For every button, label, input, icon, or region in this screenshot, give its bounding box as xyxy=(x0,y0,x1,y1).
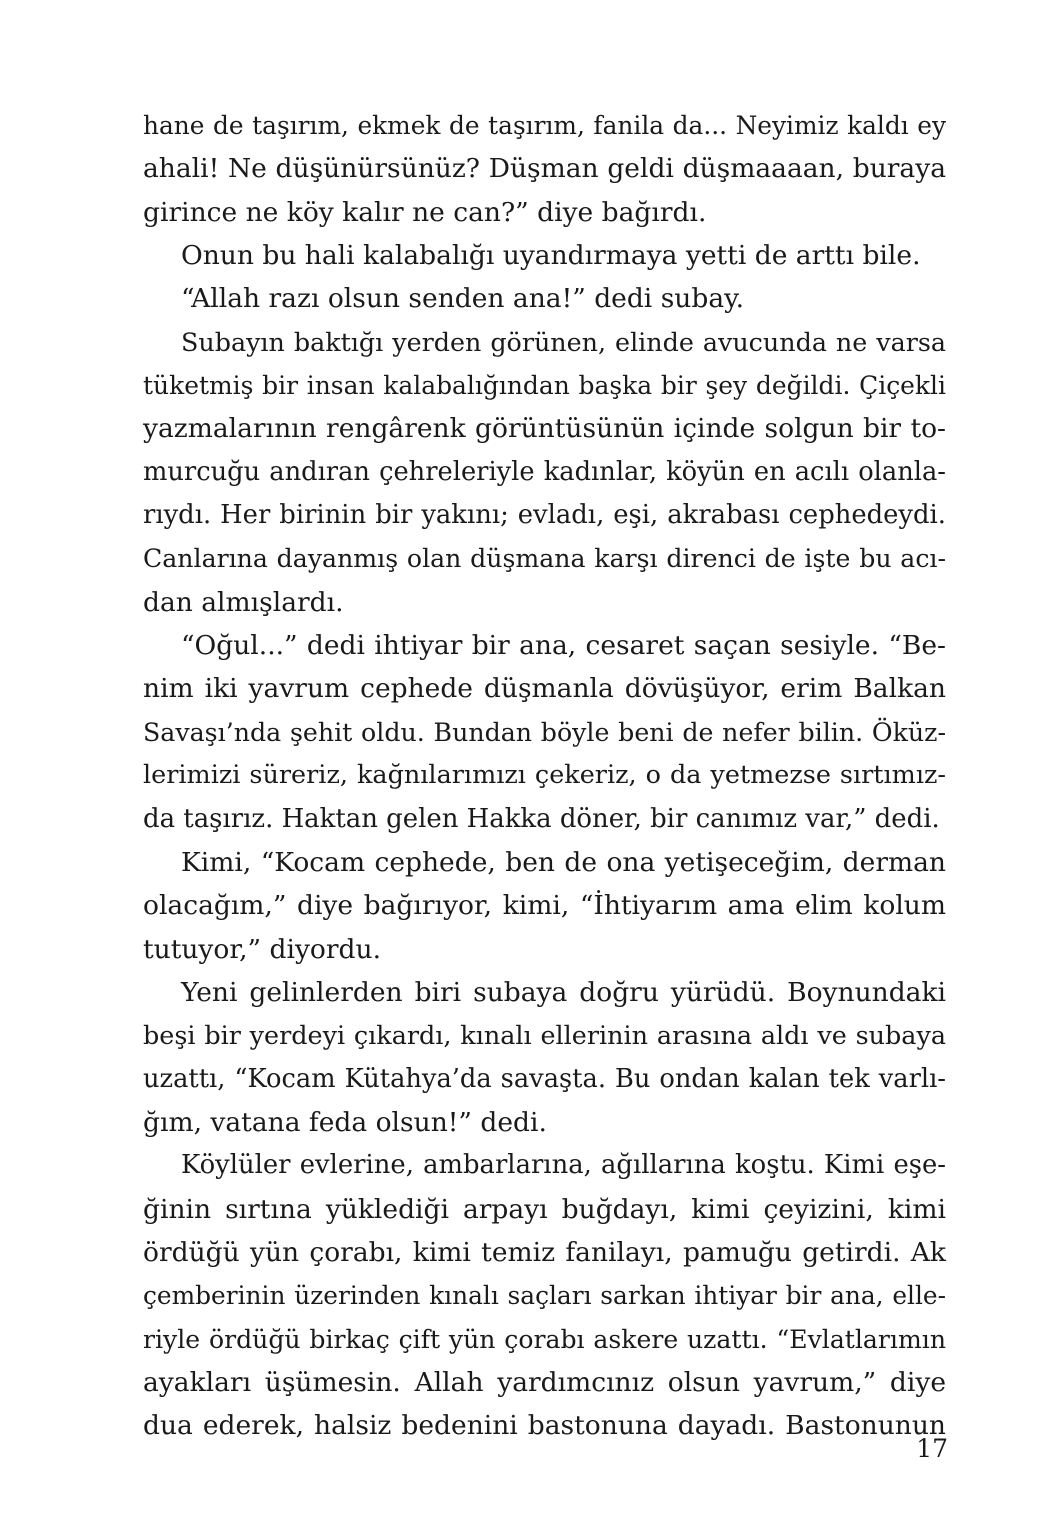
text-line: olacağım,” diye bağırıyor, kimi, “İhtiyarım ama elim kolum xyxy=(143,890,946,922)
text-line: ayakları üşümesin. Allah yardımcınız olsun yavrum,” diye xyxy=(143,1366,946,1398)
text-line: Kimi, “Kocam cephede, ben de ona yetişeceğim, derman xyxy=(181,846,946,878)
text-line: da taşırız. Haktan gelen Hakka döner, bir canımız var,” dedi. xyxy=(143,803,940,834)
text-line: hane de taşırım, ekmek de taşırım, fanila da... Neyimiz kaldı ey xyxy=(143,111,946,140)
text-line: çemberinin üzerinden kınalı saçları sarkan ihtiyar bir ana, elle- xyxy=(143,1281,946,1311)
text-line: nim iki yavrum cephede düşmanla dövüşüyor, erim Balkan xyxy=(143,673,946,705)
text-line: ördüğü yün çorabı, kimi temiz fanilayı, pamuğu getirdi. Ak xyxy=(143,1236,946,1268)
text-line: Yeni gelinlerden biri subaya doğru yürüdü. Boynundaki xyxy=(181,976,946,1008)
text-line: “Allah razı olsun senden ana!” dedi subay. xyxy=(181,283,745,315)
text-line: Köylüler evlerine, ambarlarına, ağıllarına koştu. Kimi eşe- xyxy=(181,1150,946,1181)
text-line: ahali! Ne düşünürsünüz? Düşman geldi düşmaaaan, buraya xyxy=(143,153,946,185)
text-line: Canlarına dayanmış olan düşmana karşı direnci de işte bu acı- xyxy=(143,544,946,574)
text-line: ğım, vatana feda olsun!” dedi. xyxy=(143,1106,547,1138)
text-line: lerimizi süreriz, kağnılarımızı çekeriz, o da yetmezse sırtımız- xyxy=(143,760,946,791)
text-line: beşi bir yerdeyi çıkardı, kınalı ellerinin arasına aldı ve subaya xyxy=(143,1020,946,1051)
text-line: Subayın baktığı yerden görünen, elinde avucunda ne varsa xyxy=(181,326,946,357)
text-line: Savaşı’nda şehit oldu. Bundan böyle beni de nefer bilin. Öküz- xyxy=(143,717,946,747)
text-line: dan almışlardı. xyxy=(143,586,344,618)
text-line: “Oğul...” dedi ihtiyar bir ana, cesaret saçan sesiyle. “Be- xyxy=(181,630,946,662)
text-line: dua ederek, halsiz bedenini bastonuna dayadı. Bastonunun xyxy=(143,1410,946,1442)
text-line: yazmalarının rengârenk görüntüsünün içinde solgun bir to- xyxy=(143,413,946,445)
text-line: ğinin sırtına yüklediği arpayı buğdayı, kimi çeyizini, kimi xyxy=(143,1193,946,1225)
text-line: tutuyor,” diyordu. xyxy=(143,933,381,965)
text-line: rıydı. Her birinin bir yakını; evladı, eşi, akrabası cephedeydi. xyxy=(143,500,946,531)
text-line: riyle ördüğü birkaç çift yün çorabı askere uzattı. “Evlatlarımın xyxy=(143,1324,946,1354)
text-line: Onun bu hali kalabalığı uyandırmaya yetti de arttı bile. xyxy=(181,240,921,272)
text-line: tüketmiş bir insan kalabalığından başka bir şey değildi. Çiçekli xyxy=(143,371,946,401)
text-line: murcuğu andıran çehreleriyle kadınlar, köyün en acılı olanla- xyxy=(143,456,946,487)
text-line: uzattı, “Kocam Kütahya’da savaşta. Bu ondan kalan tek varlı- xyxy=(143,1063,946,1094)
text-line: girince ne köy kalır ne can?” diye bağırdı. xyxy=(143,196,707,228)
body-text xyxy=(143,104,946,1448)
page-number: 17 xyxy=(916,1434,948,1463)
